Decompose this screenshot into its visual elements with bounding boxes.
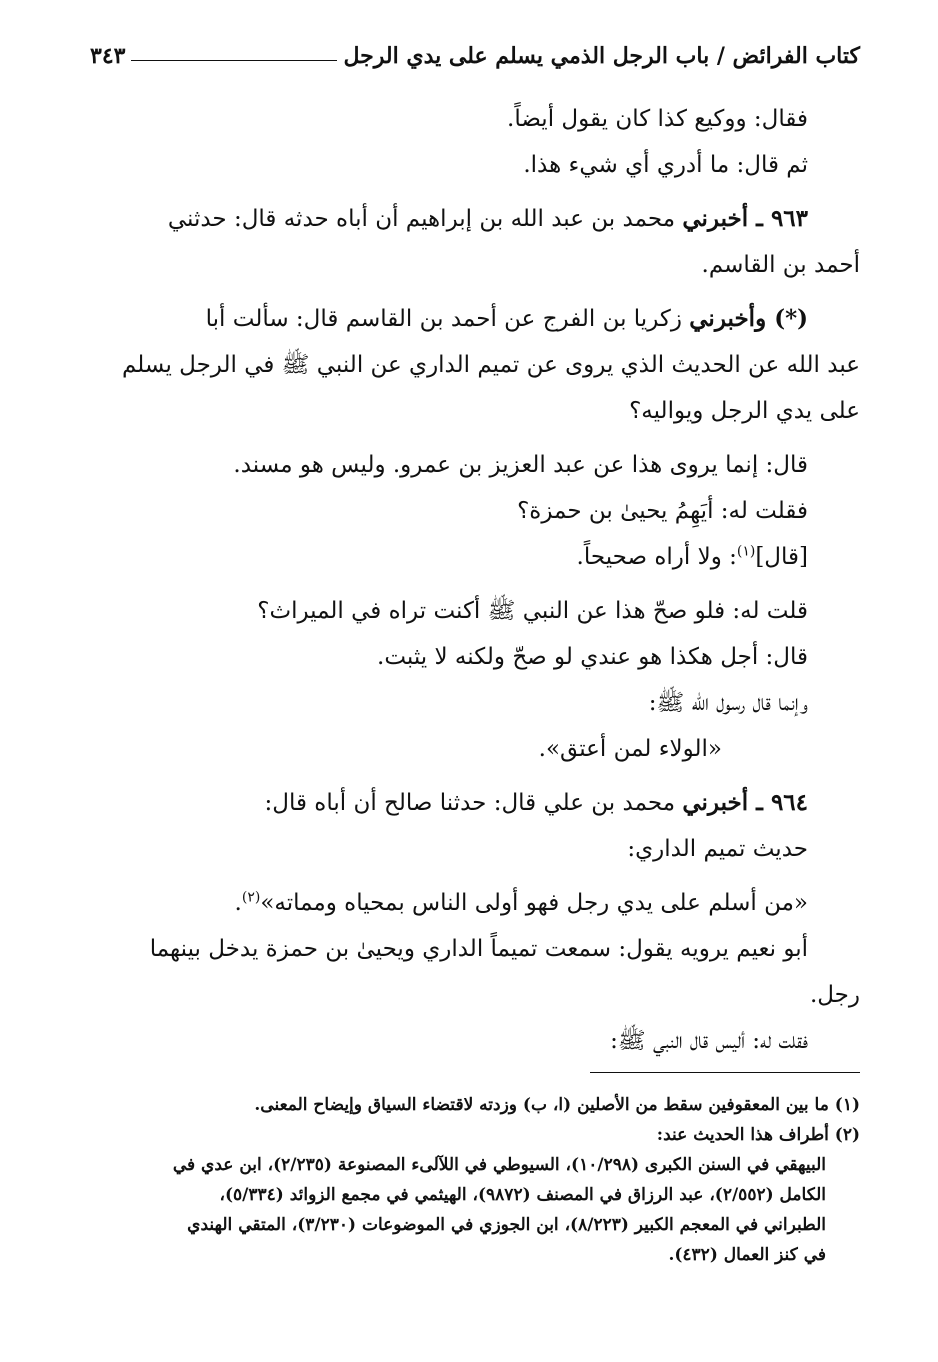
running-header xyxy=(90,36,860,76)
text-line: فقلت له: أيَهِمُ يحيىٰ بن حمزة؟ xyxy=(517,498,808,524)
star-marker: (*) xyxy=(766,305,808,332)
hadith-text: محمد بن علي قال: حدثنا صالح أن أباه قال: xyxy=(264,790,683,816)
text-line: وإنما قال رسول الله ﷺ: xyxy=(648,690,808,716)
main-text xyxy=(98,96,860,1064)
text-line: أحمد بن القاسم. xyxy=(701,252,860,278)
footnote-2-line: البيهقي في السنن الكبرى (١٠/٢٩٨)، السيوطي في اللآلىء المصنوعة (٢/٢٣٥)، ابن عدي في xyxy=(172,1155,826,1175)
text-line: أبو نعيم يرويه يقول: سمعت تميماً الداري ويحيىٰ بن حمزة يدخل بينهما xyxy=(149,936,808,962)
text-line-with-footnote: [قال]$^{(١)}$: ولا أراه صحيحاً. xyxy=(576,543,808,570)
text-line: قال: إنما يروى هذا عن عبد العزيز بن عمرو. وليس هو مسند. xyxy=(233,452,808,478)
footnotes xyxy=(98,1090,860,1270)
hadith-963-line xyxy=(98,196,860,242)
text-line: فقال: ووكيع كذا كان يقول أيضاً. xyxy=(507,106,808,132)
footnote-2-line: في كنز العمال (٤٣٢). xyxy=(668,1245,826,1265)
hadith-964-line xyxy=(98,780,860,826)
hadith-number: ٩٦٣ ـ xyxy=(748,205,808,232)
hadith-keyword: أخبرني xyxy=(682,789,749,816)
text-line: رجل. xyxy=(809,982,860,1008)
text-line: حديث تميم الداري: xyxy=(627,836,808,862)
footnote-separator xyxy=(590,1072,860,1073)
running-title: كتاب الفرائض / باب الرجل الذمي يسلم على يدي الرجل xyxy=(343,43,860,69)
text-line: على يدي الرجل ويواليه؟ xyxy=(629,398,860,424)
star-entry-line xyxy=(98,296,860,342)
quoted-hadith: «الولاء لمن أعتق». xyxy=(538,736,722,762)
quoted-hadith-with-footnote: «من أسلم على يدي رجل فهو أولى الناس بمحياه ومماته»$^{(٢)}$. xyxy=(234,889,808,916)
text-line: قلت له: فلو صحّ هذا عن النبي ﷺ أكنت تراه في الميراث؟ xyxy=(257,598,808,624)
text-line: عبد الله عن الحديث الذي يروى عن تميم الداري عن النبي ﷺ في الرجل يسلم xyxy=(122,352,860,378)
text-line: قال: أجل هكذا هو عندي لو صحّ ولكنه لا يثبت. xyxy=(377,644,808,670)
footnote-ref-2: (٢) xyxy=(241,889,261,906)
hadith-text: زكريا بن الفرج عن أحمد بن القاسم قال: سألت أبا xyxy=(205,306,690,332)
footnote-2-line: الكامل (٢/٥٥٢)، عبد الرزاق في المصنف (٩٨٧٢)، الهيثمي في مجمع الزوائد (٥/٣٣٤)، xyxy=(219,1185,826,1205)
header-rule xyxy=(131,60,337,61)
footnote-1: (١) ما بين المعقوفين سقط من الأصلين (ا، ب) وزدته لاقتضاء السياق وإيضاح المعنى. xyxy=(254,1095,860,1115)
footnote-2: (٢) أطراف هذا الحديث عند: xyxy=(656,1125,860,1145)
footnote-ref-1: (١) xyxy=(736,543,756,560)
hadith-keyword: أخبرني xyxy=(682,205,749,232)
text-line: فقلت له: أليس قال النبي ﷺ: xyxy=(610,1028,808,1054)
page-number: ٣٤٣ xyxy=(90,43,126,69)
text-line: ثم قال: ما أدري أي شيء هذا. xyxy=(523,152,808,178)
hadith-text: محمد بن عبد الله بن إبراهيم أن أباه حدثه قال: حدثني xyxy=(167,206,683,232)
footnote-2-line: الطبراني في المعجم الكبير (٨/٢٢٣)، ابن الجوزي في الموضوعات (٣/٢٣٠)، المتقي الهندي xyxy=(187,1215,826,1235)
hadith-keyword: وأخبرني xyxy=(689,305,767,332)
hadith-number: ٩٦٤ ـ xyxy=(748,789,808,816)
